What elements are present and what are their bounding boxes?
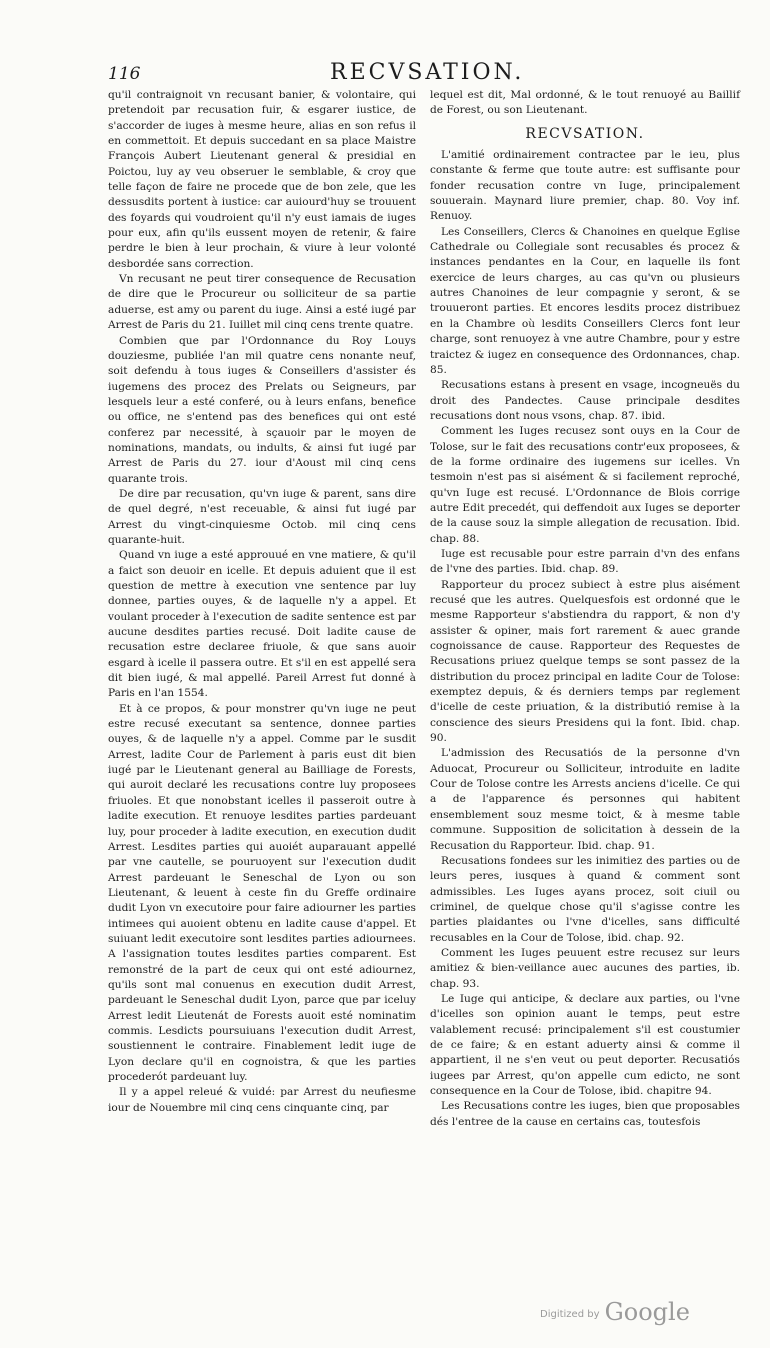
right-paragraph: Le Iuge qui anticipe, & declare aux parties, ou l'vne d'icelles son opinion auant le temps, peut estre valablement recusé: principalement s'il est coustumier de ce faire; & en estant aduerty ainsi & comme il appartient, il ne s'en veut ou peut deporter. Recusatiós iugees par Arrest, qu'on appelle cum edicto, ne sont consequence en la Cour de Tolose, ibid. chapitre 94.: [430, 992, 740, 1097]
left-paragraph: Vn recusant ne peut tirer consequence de Recusation de dire que le Procureur ou solliciteur de sa partie aduerse, est amy ou parent du iuge. Ainsi a esté iugé par Arrest de Paris du 21. Iuillet mil cinq cens trente quatre.: [108, 273, 416, 332]
right-intro-paragraph: lequel est dit, Mal ordonné, & le tout renuoyé au Baillif de Forest, ou son Lieutenant.: [430, 89, 740, 117]
right-paragraph: L'admission des Recusatiós de la personne d'vn Aduocat, Procureur ou Solliciteur, introduite en ladite Cour de Tolose contre les Arrests anciens d'icelle. Ce qui a de l'apparence és personnes qui habitent ensemblement souz mesme toict, & à mesme table commune. Supposition de solicitation à dessein de la Recusation du Rapporteur. Ibid. chap. 91.: [430, 747, 740, 852]
left-paragraph: Combien que par l'Ordonnance du Roy Louys douziesme, publiée l'an mil quatre cens nonante neuf, soit defendu à tous iuges & Conseillers d'assister és iugemens des procez des Prelats ou Seigneurs, par lesquels leur a esté conferé, ou à leurs enfans, benefice ou office, ne s'entend pas des benefices qui ont esté conferez par necessité, à sçauoir par le moyen de nominations, mandats, ou indults, & ainsi fut iugé par Arrest de Paris du 27. iour d'Aoust mil cinq cens quarante trois.: [108, 334, 416, 485]
right-paragraph: Les Recusations contre les iuges, bien que proposables dés l'entree de la cause en certains cas, toutesfois: [430, 1100, 740, 1128]
right-paragraph: L'amitié ordinairement contractee par le ieu, plus constante & ferme que toute autre: est suffisante pour fonder recusation contre vn Iuge, principalement souuerain. Maynard liure premier, chap. 80. Voy inf. Renuoy.: [430, 149, 740, 223]
right-paragraph: Recusations estans à present en vsage, incogneuës du droit des Pandectes. Cause principale desdites recusations dont nous vsons, chap. 87. ibid.: [430, 379, 740, 422]
right-column: [430, 88, 740, 1130]
section-heading: RECVSATION.: [525, 125, 645, 142]
running-title: RECVSATION.: [330, 60, 525, 85]
page-number: 116: [108, 64, 141, 84]
digitized-watermark: [540, 1298, 690, 1326]
right-paragraph: Iuge est recusable pour estre parrain d'vn des enfans de l'vne des parties. Ibid. chap. 89.: [430, 547, 740, 576]
left-paragraph: Et à ce propos, & pour monstrer qu'vn iuge ne peut estre recusé executant sa sentence, donnee parties ouyes, & de laquelle n'y a appel. Comme par le susdit Arrest, ladite Cour de Parlement à paris eust dit bien iugé par le Lieutenant general au Bailliage de Forests, qui auroit declaré les recusations contre luy proposees friuoles. Et que nonobstant icelles il passeroit outre à ladite execution. Et renuoye lesdites parties pardeuant luy, pour proceder à ladite execution, en execution dudit Arrest. Lesdites parties qui auoiét auparauant appellé par vne cautelle, se pouruoyent sur l'execution dudit Arrest pardeuant le Seneschal de Lyon ou son Lieutenant, & leuent à ceste fin du Greffe ordinaire dudit Lyon vn executoire pour faire adiourner les parties intimees qui auoient obtenu en ladite cause d'appel. Et suiuant ledit executoire sont lesdites parties adiournees. A l'assignation toutes lesdites parties comparent. Est remonstré de la part de ceux qui ont esté adiournez, qu'ils sont mal conuenus en execution dudit Arrest, pardeuant le Seneschal dudit Lyon, parce que par iceluy Arrest ledit Lieutenát de Forests auoit esté nominatim commis. Lesdicts poursuiuans l'execution dudit Arrest, soustiennent le contraire. Finablement ledit iuge de Lyon declare qu'il en cognoistra, & que les parties procederót pardeuant luy.: [108, 702, 416, 1083]
right-paragraph: Comment les Iuges recusez sont ouys en la Cour de Tolose, sur le fait des recusations contr'eux proposees, & de la forme ordinaire des iugemens sur icelles. Vn tesmoin n'est pas si aisément & si facilement reproché, qu'vn Iuge est recusé. L'Ordonnance de Blois corrige autre Edit precedét, qui deffendoit aux Iuges se deporter de la cause souz la simple allegation de recusation. Ibid. chap. 88.: [430, 425, 740, 545]
left-paragraph: Quand vn iuge a esté approuué en vne matiere, & qu'il a faict son deuoir en icelle. Et depuis aduient que il est question de mettre à execution vne sentence par luy donnee, parties ouyes, & de laquelle n'y a appel. Et voulant proceder à l'execution de sadite sentence est par aucune desdites parties recusé. Doit ladite cause de recusation estre declaree friuole, & que sans auoir esgard à icelle il passera outre. Et s'il en est appellé sera dit bien iugé, & mal appellé. Pareil Arrest fut donné à Paris en l'an 1554.: [108, 549, 416, 700]
right-paragraph: Les Conseillers, Clercs & Chanoines en quelque Eglise Cathedrale ou Collegiale sont recusables és procez & instances pendantes en la Cour, en laquelle ils font exercice de leurs charges, au cas qu'vn ou plusieurs autres Chanoines de leur compagnie y seront, & se trouueront parties. Et encores lesdits procez distribuez en la Chambre où lesdits Conseillers Clercs font leur charge, sont renuoyez à vne autre Chambre, pour y estre traictez & iugez en consequence des Ordonnances, chap. 85.: [430, 225, 740, 376]
right-paragraph: Comment les Iuges peuuent estre recusez sur leurs amitiez & bien-veillance auec aucunes des parties, ib. chap. 93.: [430, 946, 740, 990]
left-column: [108, 88, 416, 1116]
left-paragraph: De dire par recusation, qu'vn iuge & parent, sans dire de quel degré, n'est receuable, & ainsi fut iugé par Arrest du vingt-cinquiesme Octob. mil cinq cens quarante-huit.: [108, 487, 416, 546]
left-paragraph: qu'il contraignoit vn recusant banier, & volontaire, qui pretendoit par recusation fuir, & esgarer iustice, de s'accorder de iuges à mesme heure, alias en son refus il en commettoit. Et depuis succedant en sa place Maistre François Aubert Lieutenant general & presidial en Poictou, luy ay veu obseruer le semblable, & croy que telle façon de faire ne procede que de bon zele, que les dessusdits portent à iustice: car auiourd'huy se trouuent des foyards qui voudroient qu'il n'y eust iamais de iuges pour eux, afin qu'ils eussent moyen de retenir, & faire perdre le bien à leur prochain, & viure à leur volonté desbordée sans correction.: [108, 89, 416, 270]
right-paragraph: Rapporteur du procez subiect à estre plus aisément recusé que les autres. Quelquesfois est ordonné que le mesme Rapporteur s'abstiendra du rapport, & non d'y assister & opiner, mais fort rarement & auec grande cognoissance de cause. Rapporteur des Requestes de Recusations priuez quelque temps se sont passez de la distribution du procez principal en ladite Cour de Tolose: exemptez depuis, & és derniers temps par reglement d'icelle de ceste priuation, & la distributió remise à la conscience des sieurs Presidens qui la font. Ibid. chap. 90.: [430, 578, 740, 745]
right-paragraph: Recusations fondees sur les inimitiez des parties ou de leurs peres, iusques à quand & comment sont admissibles. Les Iuges ayans procez, soit ciuil ou criminel, de quelque chose qu'il s'agisse contre les parties plaidantes ou l'vne d'icelles, sans difficulté recusables en la Cour de Tolose, ibid. chap. 92.: [430, 854, 740, 944]
book-page: [108, 60, 740, 1250]
watermark-brand: Google: [604, 1298, 690, 1326]
left-paragraph: Il y a appel releué & vuidé: par Arrest du neufiesme iour de Nouembre mil cinq cens cinquante cinq, par: [108, 1086, 416, 1114]
watermark-prefix: Digitized by: [540, 1309, 600, 1320]
